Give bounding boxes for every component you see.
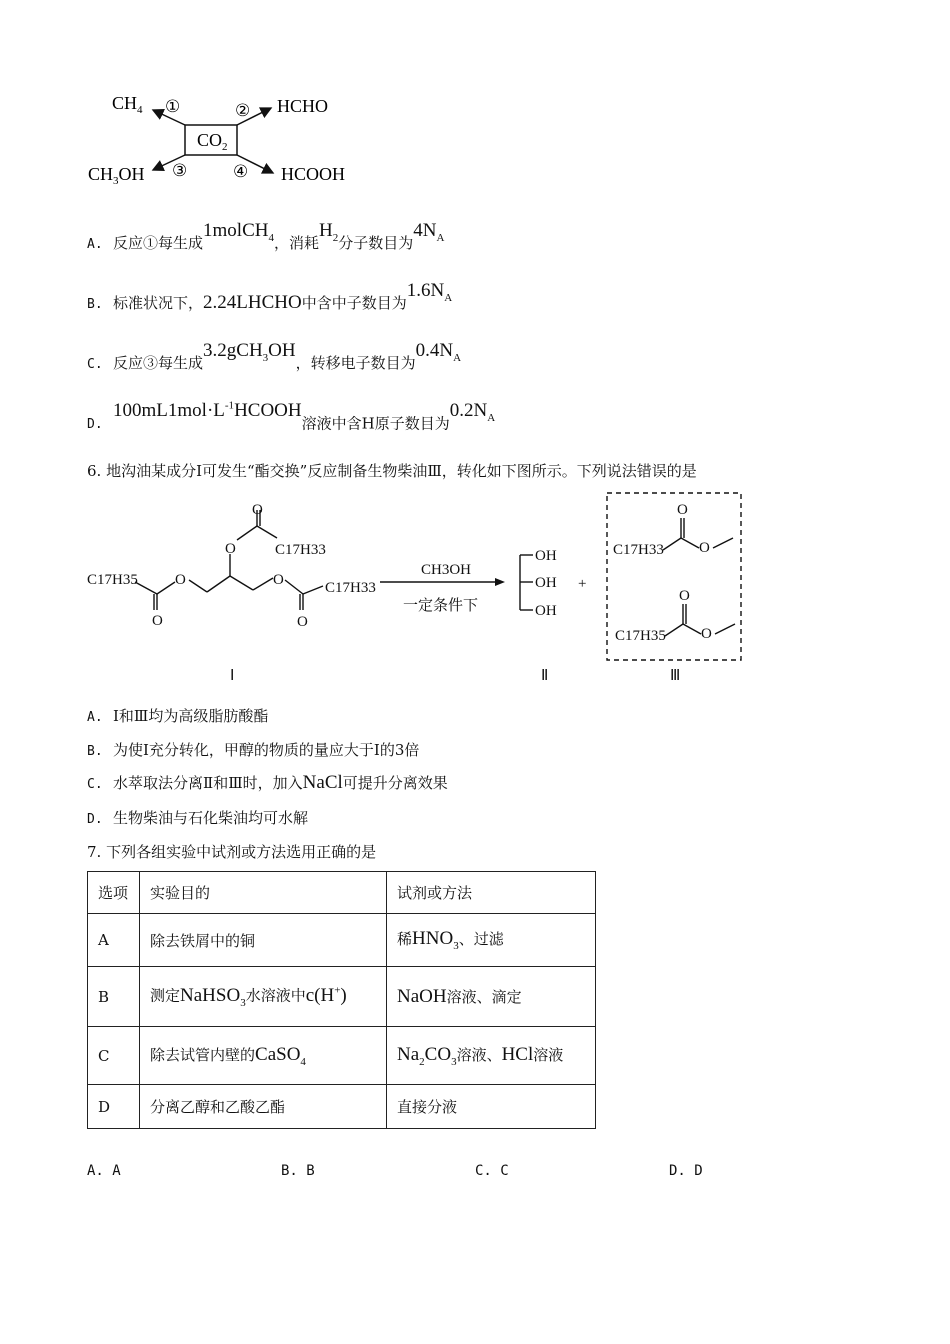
svg-text:一定条件下: 一定条件下	[403, 598, 479, 614]
table-row: D 分离乙醇和乙酸乙酯 直接分液	[88, 1085, 596, 1129]
ch4-label: $CH_4$	[112, 93, 143, 116]
svg-text:O: O	[679, 588, 690, 604]
q6-stem: 6. 地沟油某成分Ⅰ可发生“酯交换”反应制备生物柴油Ⅲ，转化如下图所示。下列说法错误的是	[87, 462, 697, 480]
svg-text:②: ②	[235, 101, 251, 120]
svg-text:O: O	[699, 540, 710, 556]
q6-option-c[interactable]: C. 水萃取法分离Ⅱ和Ⅲ时，加入NaCl可提升分离效果	[87, 772, 448, 793]
q5-option-a[interactable]: A. 反应①每生成1molCH$_4$，消耗$H_2$分子数目为$4N_A$	[87, 220, 445, 252]
q6-option-d[interactable]: D. 生物柴油与石化柴油均可水解	[87, 809, 309, 827]
svg-text:C17H33: C17H33	[325, 580, 376, 596]
svg-text:C17H33: C17H33	[275, 542, 326, 558]
q7-answer-b[interactable]: B. B	[281, 1163, 315, 1179]
svg-text:④: ④	[233, 162, 249, 181]
q7-answer-a[interactable]: A. A	[87, 1163, 121, 1179]
q6-option-a[interactable]: A. Ⅰ和Ⅲ均为高级脂肪酸酯	[87, 707, 269, 725]
svg-text:O: O	[152, 613, 163, 629]
q7-answer-c[interactable]: C. C	[475, 1163, 509, 1179]
transesterification-diagram	[85, 490, 750, 690]
svg-text:OH: OH	[535, 548, 557, 564]
q5-option-d[interactable]: $D.100mL1mol\cdot L^{-1}HCOOH$溶液中含H原子数目为$0.2N_A$	[87, 400, 496, 433]
svg-text:OH: OH	[535, 603, 557, 619]
table-header-row: 选项 实验目的 试剂或方法	[88, 872, 596, 914]
svg-text:OH: OH	[535, 575, 557, 591]
svg-text:C17H35: C17H35	[87, 572, 138, 588]
table-row: A 除去铁屑中的铜 稀$HNO_3$、过滤	[88, 914, 596, 967]
svg-text:Ⅱ: Ⅱ	[541, 668, 549, 684]
q7-table	[87, 871, 596, 1129]
svg-text:CH3OH: CH3OH	[421, 562, 472, 578]
hcho-label: HCHO	[277, 96, 329, 116]
svg-text:CO2: $CO_2$	[197, 130, 228, 153]
table-row: B 测定NaHSO$_3$水溶液中c(H+) NaOH溶液、滴定	[88, 967, 596, 1027]
svg-text:O: O	[701, 626, 712, 642]
svg-text:O: O	[252, 502, 263, 518]
svg-text:O: O	[677, 502, 688, 518]
co2-conversion-diagram	[85, 88, 375, 198]
q5-option-c[interactable]: C. 反应③每生成3.2gCH$_3$OH，转移电子数目为$0.4N_A$	[87, 340, 462, 372]
svg-text:③: ③	[172, 161, 188, 180]
ch3oh-label: $CH_3OH$	[88, 164, 145, 187]
svg-text:O: O	[273, 572, 284, 588]
svg-text:C17H35: C17H35	[615, 628, 666, 644]
q7-stem: 7. 下列各组实验中试剂或方法选用正确的是	[87, 843, 377, 861]
svg-text:+: +	[578, 576, 587, 592]
svg-text:Ⅲ: Ⅲ	[670, 668, 681, 684]
hcooh-label: HCOOH	[281, 164, 346, 184]
svg-text:①: ①	[165, 97, 181, 116]
q6-option-b[interactable]: B. 为使Ⅰ充分转化，甲醇的物质的量应大于Ⅰ的3倍	[87, 741, 420, 759]
q5-option-b[interactable]: B. 标准状况下，2.24LHCHO中含中子数目为$1.6N_A$	[87, 280, 453, 313]
svg-text:Ⅰ: Ⅰ	[230, 668, 235, 684]
svg-text:O: O	[297, 614, 308, 630]
svg-text:C17H33: C17H33	[613, 542, 664, 558]
svg-text:O: O	[225, 541, 236, 557]
svg-text:O: O	[175, 572, 186, 588]
table-row: C 除去试管内壁的CaSO$_4$ $Na_2CO_3$溶液、HCl溶液	[88, 1027, 596, 1085]
q7-answer-d[interactable]: D. D	[669, 1163, 703, 1179]
